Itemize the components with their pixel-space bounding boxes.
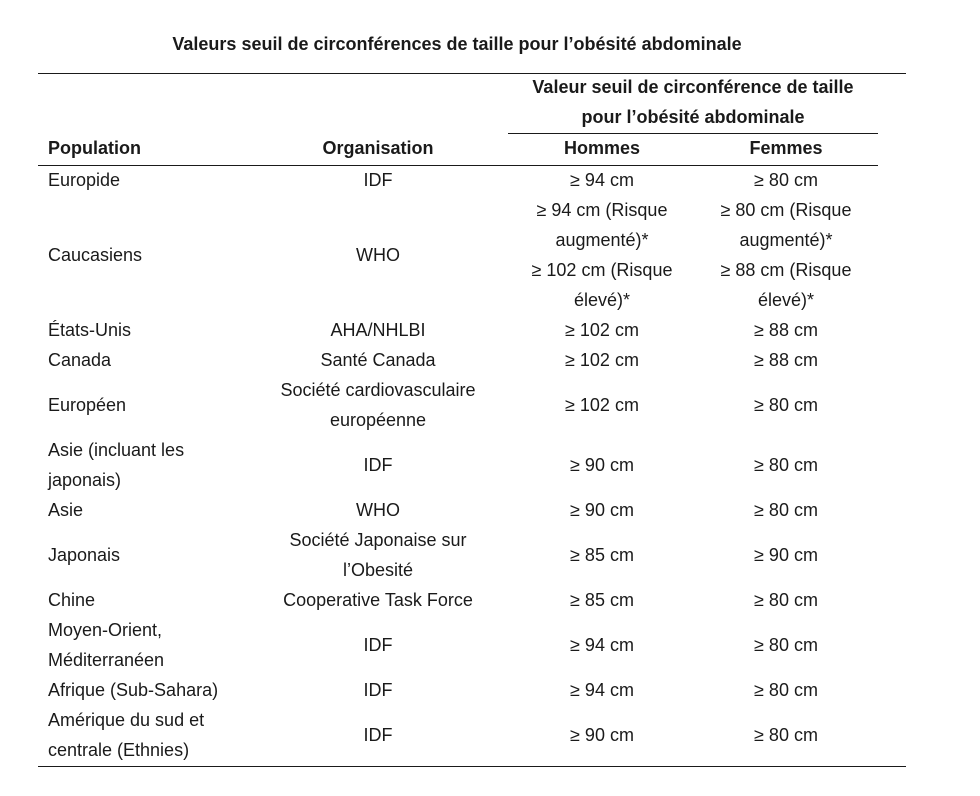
women-threshold-cell-line: élevé)*: [757, 290, 815, 310]
header-organisation: Organisation: [322, 138, 434, 158]
women-threshold-cell-line: ≥ 88 cm (Risque: [720, 260, 852, 280]
population-cell-line: Européen: [48, 395, 127, 415]
women-threshold-cell-line: ≥ 90 cm: [754, 545, 818, 565]
men-threshold-cell-line: ≥ 94 cm (Risque: [536, 200, 668, 220]
population-cell-line: centrale (Ethnies): [48, 740, 190, 760]
population-cell-line: Caucasiens: [48, 245, 143, 265]
header-population: Population: [48, 138, 141, 158]
men-threshold-cell-line: ≥ 94 cm: [570, 635, 634, 655]
men-threshold-cell-line: ≥ 102 cm: [565, 350, 639, 370]
men-threshold-cell-line: ≥ 85 cm: [570, 590, 634, 610]
women-threshold-cell-line: ≥ 80 cm: [754, 500, 818, 520]
men-threshold-cell-line: ≥ 90 cm: [570, 725, 634, 745]
organisation-cell-line: IDF: [363, 635, 393, 655]
population-cell-line: Moyen-Orient,: [48, 620, 163, 640]
organisation-cell-line: WHO: [356, 245, 400, 265]
organisation-cell-line: Santé Canada: [320, 350, 436, 370]
men-threshold-cell-line: ≥ 102 cm: [565, 320, 639, 340]
men-threshold-cell-line: augmenté)*: [555, 230, 649, 250]
population-cell-line: Méditerranéen: [48, 650, 165, 670]
women-threshold-cell-line: ≥ 80 cm: [754, 395, 818, 415]
organisation-cell-line: Cooperative Task Force: [283, 590, 473, 610]
organisation-cell-line: AHA/NHLBI: [330, 320, 426, 340]
women-threshold-cell-line: ≥ 80 cm: [754, 170, 818, 190]
women-threshold-cell-line: ≥ 80 cm: [754, 590, 818, 610]
women-threshold-cell-line: ≥ 80 cm: [754, 725, 818, 745]
organisation-cell-line: IDF: [363, 680, 393, 700]
organisation-cell-line: IDF: [363, 455, 393, 475]
men-threshold-cell-line: ≥ 94 cm: [570, 170, 634, 190]
organisation-cell-line: WHO: [356, 500, 400, 520]
population-cell-line: Canada: [48, 350, 112, 370]
women-threshold-cell-line: ≥ 88 cm: [754, 350, 818, 370]
threshold-group-header-line2: pour l’obésité abdominale: [581, 107, 805, 127]
men-threshold-cell-line: élevé)*: [573, 290, 631, 310]
population-cell-line: États-Unis: [48, 320, 132, 340]
women-threshold-cell-line: ≥ 88 cm: [754, 320, 818, 340]
population-cell-line: Afrique (Sub-Sahara): [48, 680, 219, 700]
table-bottom-rule: [38, 766, 906, 767]
men-threshold-cell-line: ≥ 102 cm (Risque: [531, 260, 673, 280]
population-cell-line: japonais): [48, 470, 122, 490]
organisation-cell-line: Société Japonaise sur: [289, 530, 467, 550]
men-threshold-cell-line: ≥ 90 cm: [570, 455, 634, 475]
header-women: Femmes: [749, 138, 823, 158]
threshold-group-header-line1: Valeur seuil de circonférence de taille: [532, 77, 854, 97]
women-threshold-cell-line: ≥ 80 cm: [754, 455, 818, 475]
organisation-cell-line: Société cardiovasculaire: [280, 380, 476, 400]
population-cell-line: Asie (incluant les: [48, 440, 185, 460]
population-cell-line: Europide: [48, 170, 121, 190]
population-cell-line: Japonais: [48, 545, 121, 565]
population-cell-line: Chine: [48, 590, 96, 610]
organisation-cell-line: IDF: [363, 725, 393, 745]
document-title: Valeurs seuil de circonférences de taille pour l’obésité abdominale: [172, 34, 742, 54]
women-threshold-cell-line: ≥ 80 cm: [754, 680, 818, 700]
header-men: Hommes: [563, 138, 641, 158]
organisation-cell-line: IDF: [363, 170, 393, 190]
women-threshold-cell-line: ≥ 80 cm (Risque: [720, 200, 852, 220]
women-threshold-cell-line: ≥ 80 cm: [754, 635, 818, 655]
men-threshold-cell-line: ≥ 85 cm: [570, 545, 634, 565]
organisation-cell-line: européenne: [329, 410, 427, 430]
organisation-cell-line: l’Obesité: [342, 560, 414, 580]
population-cell-line: Asie: [48, 500, 84, 520]
men-threshold-cell-line: ≥ 90 cm: [570, 500, 634, 520]
population-cell-line: Amérique du sud et: [48, 710, 205, 730]
men-threshold-cell-line: ≥ 94 cm: [570, 680, 634, 700]
men-threshold-cell-line: ≥ 102 cm: [565, 395, 639, 415]
women-threshold-cell-line: augmenté)*: [739, 230, 833, 250]
